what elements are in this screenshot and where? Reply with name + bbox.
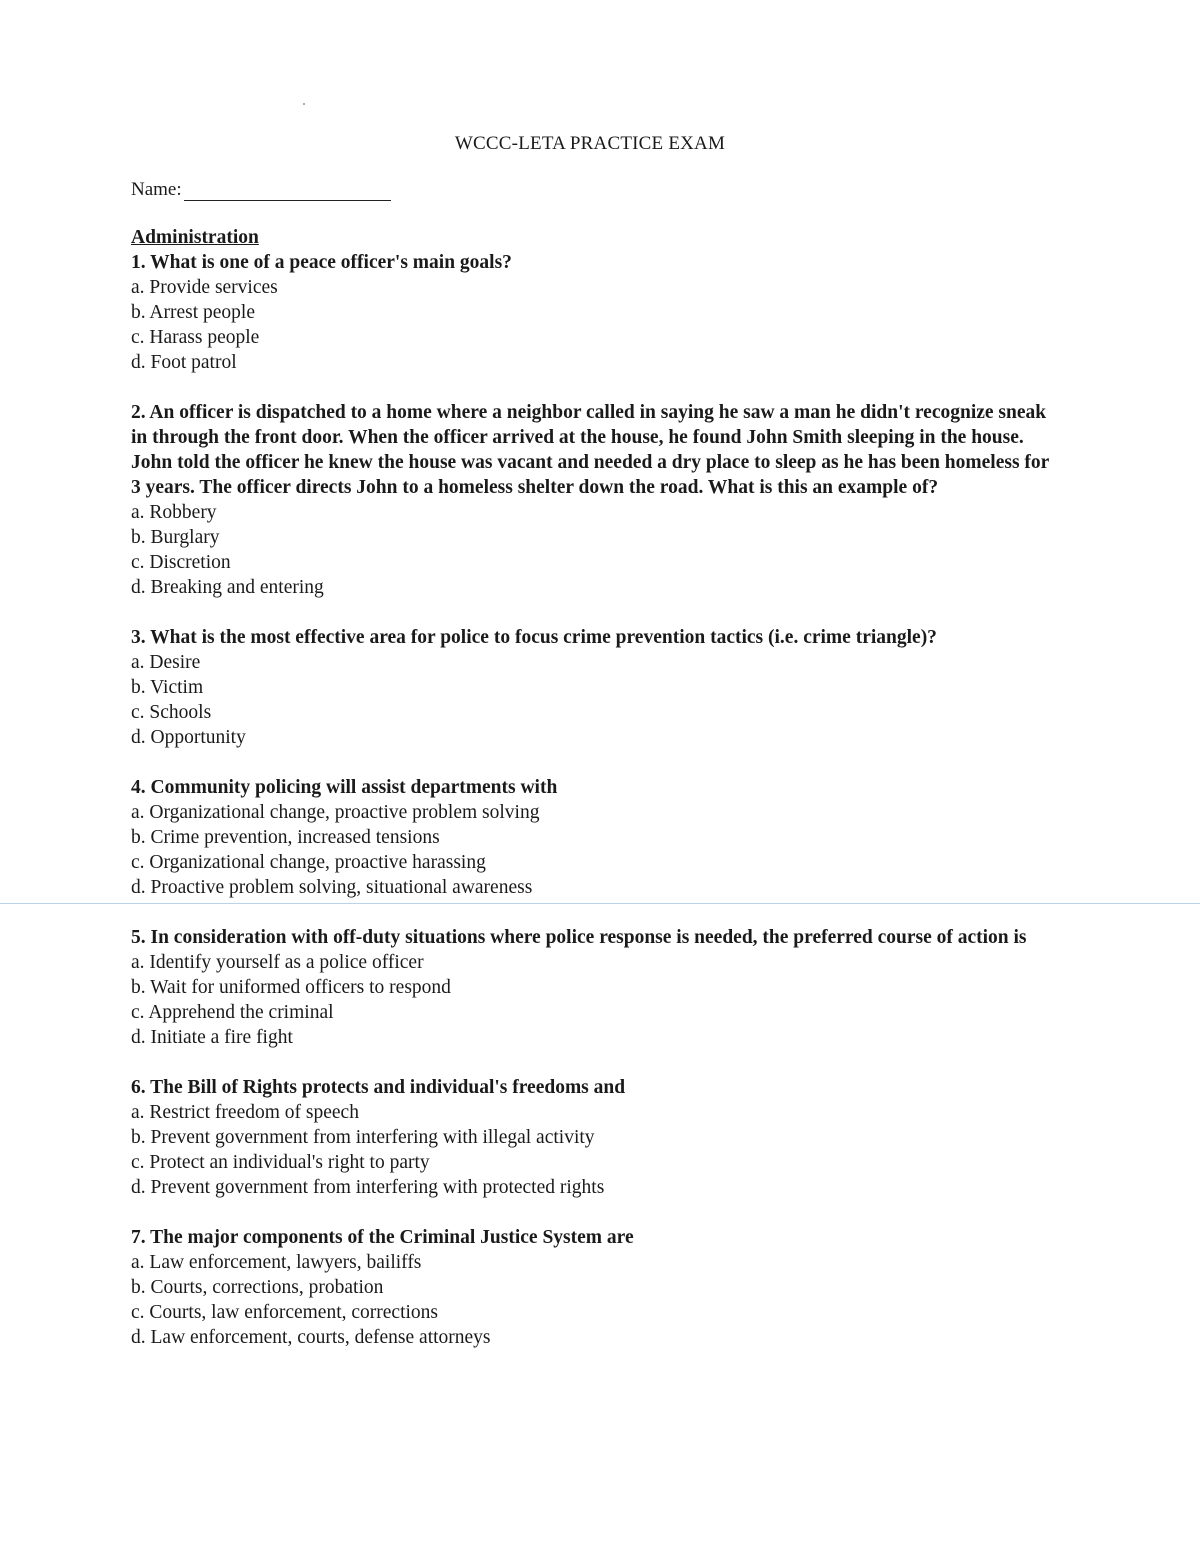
question-5 — [131, 925, 1061, 1050]
answer-option: b. Wait for uniformed officers to respond — [131, 977, 451, 998]
answer-option: b. Arrest people — [131, 302, 256, 323]
answer-option: c. Organizational change, proactive harassing — [131, 852, 486, 873]
answer-option: b. Crime prevention, increased tensions — [131, 827, 440, 848]
question-text: 3. What is the most effective area for police to focus crime prevention tactics (i.e. crime triangle)? — [131, 627, 937, 648]
answer-option: d. Prevent government from interfering with protected rights — [131, 1177, 605, 1198]
question-1 — [131, 250, 1061, 375]
name-field — [131, 179, 391, 201]
answer-option: a. Identify yourself as a police officer — [131, 952, 424, 973]
answer-option: b. Victim — [131, 677, 204, 698]
exam-title: WCCC-LETA PRACTICE EXAM — [454, 133, 726, 154]
answer-option: b. Courts, corrections, probation — [131, 1277, 384, 1298]
answer-option: d. Foot patrol — [131, 352, 237, 373]
answer-option: c. Courts, law enforcement, corrections — [131, 1302, 439, 1323]
answer-option: a. Desire — [131, 652, 201, 673]
question-text: 5. In consideration with off-duty situations where police response is needed, the preferred course of action is — [131, 927, 1027, 948]
question-text: 4. Community policing will assist departments with — [131, 777, 558, 798]
answer-option: c. Protect an individual's right to party — [131, 1152, 430, 1173]
question-list — [131, 250, 1061, 1350]
answer-option: c. Schools — [131, 702, 212, 723]
question-3 — [131, 625, 1061, 750]
name-label: Name: — [131, 179, 182, 200]
answer-option: a. Robbery — [131, 502, 217, 523]
section-heading: Administration — [131, 227, 259, 248]
answer-option: a. Restrict freedom of speech — [131, 1102, 359, 1123]
question-text: 1. What is one of a peace officer's main goals? — [131, 252, 512, 273]
answer-option: a. Law enforcement, lawyers, bailiffs — [131, 1252, 422, 1273]
answer-option: a. Organizational change, proactive problem solving — [131, 802, 540, 823]
answer-option: d. Law enforcement, courts, defense attorneys — [131, 1327, 491, 1348]
answer-option: d. Breaking and entering — [131, 577, 324, 598]
answer-option: d. Proactive problem solving, situational awareness — [131, 877, 533, 898]
question-7 — [131, 1225, 1061, 1350]
question-6 — [131, 1075, 1061, 1200]
scan-artifact-line — [0, 903, 1200, 904]
answer-option: d. Opportunity — [131, 727, 246, 748]
answer-option: c. Harass people — [131, 327, 260, 348]
question-4 — [131, 775, 1061, 900]
question-2 — [131, 400, 1061, 600]
name-blank-line — [184, 180, 391, 201]
answer-option: d. Initiate a fire fight — [131, 1027, 293, 1048]
question-text: 2. An officer is dispatched to a home where a neighbor called in saying he saw a man he didn't recognize sneak in through the front door. When the officer arrived at the house, he found John Smith sleeping in the house. John told the officer he knew the house was vacant and needed a dry place to sleep as he has been homeless for 3 years. The officer directs John to a homeless shelter down the road. What is this an example of? — [131, 402, 1049, 498]
answer-option: c. Discretion — [131, 552, 231, 573]
question-text: 6. The Bill of Rights protects and individual's freedoms and — [131, 1077, 626, 1098]
answer-option: c. Apprehend the criminal — [131, 1002, 334, 1023]
question-text: 7. The major components of the Criminal Justice System are — [131, 1227, 634, 1248]
exam-content — [131, 225, 1061, 1375]
scan-speck — [303, 103, 305, 105]
answer-option: a. Provide services — [131, 277, 278, 298]
answer-option: b. Prevent government from interfering with illegal activity — [131, 1127, 595, 1148]
answer-option: b. Burglary — [131, 527, 220, 548]
